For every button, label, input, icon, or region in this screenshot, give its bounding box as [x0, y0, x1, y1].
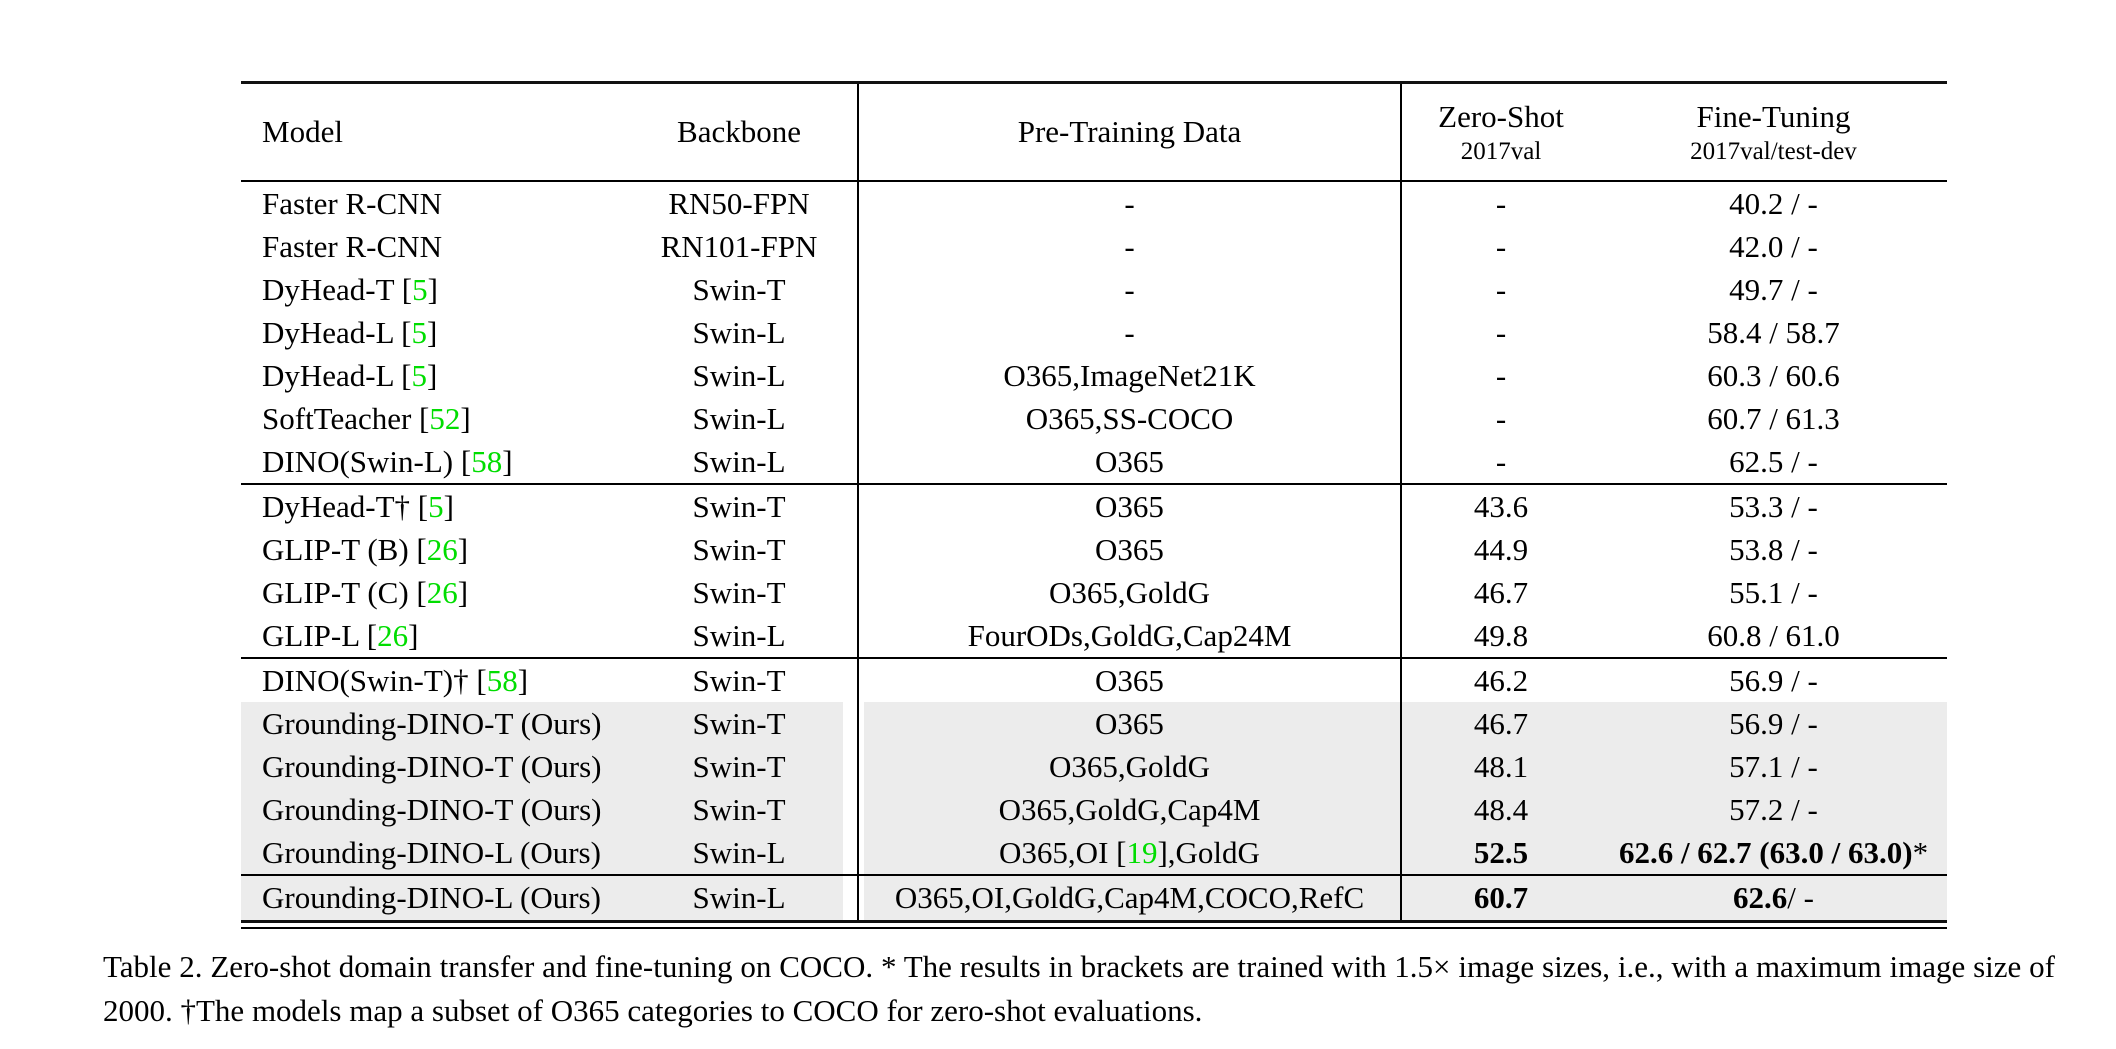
text-segment: ] [443, 488, 454, 524]
text-segment: - [1495, 443, 1507, 479]
text-segment: ] [457, 531, 469, 567]
text-segment: Faster R-CNN [262, 228, 442, 264]
text-segment: SoftTeacher [ [262, 400, 430, 436]
header-fine-tuning-label: Fine-Tuning [1696, 98, 1851, 134]
text-segment: 49.8 [1473, 617, 1529, 653]
model-cell [241, 397, 621, 440]
text-segment: GLIP-L [ [262, 617, 378, 653]
citation-ref[interactable]: 58 [471, 443, 503, 479]
model-cell [241, 440, 621, 483]
text-segment: 62.5 / - [1729, 443, 1818, 479]
text-segment: - [1495, 357, 1507, 393]
header-model [241, 84, 621, 180]
backbone-cell: Swin-T [621, 788, 857, 831]
text-segment: O365,GoldG [1048, 748, 1211, 784]
text-segment: O365 [1095, 443, 1164, 479]
text-segment: O365,OI [ [999, 834, 1127, 870]
backbone-cell: Swin-T [692, 574, 786, 610]
fine-tuning-value-cell [1600, 876, 1947, 920]
fine-tuning-value-cell [1600, 571, 1947, 614]
pretraining-data-cell [857, 528, 1400, 571]
backbone-cell: Swin-L [692, 314, 786, 350]
text-segment: ] [502, 443, 513, 479]
citation-ref[interactable]: 52 [429, 400, 461, 436]
zero-shot-value-cell [1400, 485, 1600, 528]
text-segment: 44.9 [1473, 531, 1529, 567]
zero-shot-value-cell [1400, 745, 1600, 788]
backbone-cell: Swin-T [621, 745, 857, 788]
zero-shot-value-cell [1400, 268, 1600, 311]
text-segment: DyHead-L [ [262, 314, 412, 350]
citation-ref[interactable]: 26 [426, 574, 458, 610]
zero-shot-value-cell [1400, 831, 1600, 874]
backbone-cell: Swin-T [692, 488, 786, 524]
model-cell [241, 268, 621, 311]
header-backbone-label: Backbone [677, 114, 801, 149]
text-segment: 49.7 / - [1729, 271, 1818, 307]
zero-shot-value-cell [1400, 528, 1600, 571]
text-segment: ] [460, 400, 471, 436]
text-segment: - [1124, 228, 1135, 264]
text-segment: DyHead-T [ [262, 271, 413, 307]
text-segment: DINO(Swin-L) [ [262, 443, 472, 479]
backbone-cell: Swin-L [692, 357, 786, 393]
pretraining-data-cell [857, 659, 1400, 702]
text-segment: / - [1787, 880, 1814, 915]
text-segment: 62.6 [1733, 880, 1788, 915]
fine-tuning-value-cell [1600, 311, 1947, 354]
model-cell [241, 225, 621, 268]
zero-shot-value-cell [1400, 702, 1600, 745]
table-row [241, 225, 1947, 268]
backbone-cell: Swin-T [692, 271, 786, 307]
text-segment: ] [517, 662, 529, 698]
pretraining-data-cell [857, 354, 1400, 397]
text-segment: ] [427, 271, 438, 307]
fine-tuning-value-cell [1600, 745, 1947, 788]
text-segment: O365,SS-COCO [1025, 400, 1234, 436]
table-row [241, 659, 1947, 702]
pretraining-data-cell [857, 614, 1400, 657]
table-row [241, 571, 1947, 614]
fine-tuning-value-cell [1600, 225, 1947, 268]
model-cell [241, 831, 621, 874]
text-segment: - [1124, 185, 1135, 221]
header-fine-tuning [1600, 84, 1947, 180]
text-segment: 56.9 / - [1729, 662, 1818, 698]
table-body [241, 182, 1947, 920]
model-cell [241, 876, 621, 920]
text-segment: 42.0 / - [1729, 228, 1818, 264]
model-cell [241, 788, 621, 831]
fine-tuning-value-cell [1600, 354, 1947, 397]
header-zero-shot [1400, 84, 1600, 180]
fine-tuning-value-cell [1600, 440, 1947, 483]
fine-tuning-value-cell [1600, 182, 1947, 225]
citation-ref[interactable]: 26 [377, 617, 409, 653]
text-segment: O365 [1095, 705, 1164, 741]
table-row [241, 702, 1947, 745]
text-segment: 40.2 / - [1729, 185, 1818, 221]
text-segment: 53.3 / - [1729, 488, 1818, 524]
citation-ref[interactable]: 5 [428, 488, 444, 524]
fine-tuning-value-cell [1600, 831, 1947, 874]
model-cell [241, 745, 621, 788]
text-segment: 60.7 [1473, 880, 1529, 915]
citation-ref[interactable]: 5 [412, 271, 428, 307]
table-row [241, 528, 1947, 571]
citation-ref[interactable]: 5 [411, 314, 427, 350]
pretraining-data-cell [857, 268, 1400, 311]
backbone-cell: Swin-T [621, 702, 857, 745]
text-segment: GLIP-T (C) [ [262, 574, 427, 610]
pretraining-data-cell [857, 745, 1400, 788]
zero-shot-value-cell [1400, 225, 1600, 268]
pretraining-data-cell [857, 571, 1400, 614]
text-segment: 48.4 [1473, 791, 1529, 827]
table-header-row [241, 84, 1947, 180]
backbone-cell: Swin-L [692, 617, 786, 653]
text-segment: O365,GoldG,Cap4M [998, 791, 1261, 827]
text-segment: 46.2 [1473, 662, 1529, 698]
text-segment: - [1124, 271, 1135, 307]
text-segment: 46.7 [1473, 574, 1529, 610]
citation-ref[interactable]: 19 [1126, 834, 1158, 870]
model-cell [241, 702, 621, 745]
fine-tuning-value-cell [1600, 614, 1947, 657]
text-segment: Grounding-DINO-T (Ours) [262, 748, 602, 784]
text-segment: ] [408, 617, 419, 653]
pretraining-data-cell [857, 485, 1400, 528]
text-segment: O365 [1095, 488, 1164, 524]
fine-tuning-value-cell [1600, 702, 1947, 745]
pretraining-data-cell [857, 788, 1400, 831]
model-cell [241, 528, 621, 571]
text-segment: 57.1 / - [1729, 748, 1818, 784]
fine-tuning-value-cell [1600, 397, 1947, 440]
text-segment: ] [426, 357, 438, 393]
text-segment: - [1495, 228, 1507, 264]
text-segment: - [1495, 185, 1507, 221]
text-segment: O365,GoldG [1048, 574, 1211, 610]
text-segment: ],GoldG [1157, 834, 1260, 870]
zero-shot-value-cell [1400, 876, 1600, 920]
table-row [241, 397, 1947, 440]
text-segment: GLIP-T (B) [ [262, 531, 427, 567]
text-segment: - [1124, 314, 1135, 350]
pretraining-data-cell [857, 225, 1400, 268]
pretraining-data-cell [857, 702, 1400, 745]
pretraining-data-cell [857, 831, 1400, 874]
text-segment: DINO(Swin-T)† [ [262, 662, 487, 698]
backbone-cell: RN50-FPN [668, 185, 810, 221]
text-segment: 60.7 / 61.3 [1707, 400, 1840, 436]
backbone-cell: Swin-L [692, 400, 786, 436]
model-cell [241, 182, 621, 225]
table-row [241, 876, 1947, 920]
backbone-cell: Swin-L [621, 876, 857, 920]
citation-ref[interactable]: 26 [426, 531, 458, 567]
table-row [241, 614, 1947, 657]
model-cell [241, 614, 621, 657]
text-segment: ] [426, 314, 438, 350]
text-segment: O365,ImageNet21K [1003, 357, 1256, 393]
text-segment: Grounding-DINO-L (Ours) [262, 880, 601, 915]
text-segment: O365 [1095, 531, 1164, 567]
pretraining-data-cell [857, 397, 1400, 440]
text-segment: 56.9 / - [1729, 705, 1818, 741]
text-segment: 62.6 / 62.7 (63.0 / 63.0) [1618, 834, 1913, 870]
zero-shot-value-cell [1400, 397, 1600, 440]
backbone-cell: RN101-FPN [660, 228, 818, 264]
zero-shot-value-cell [1400, 440, 1600, 483]
text-segment: 53.8 / - [1729, 531, 1818, 567]
fine-tuning-value-cell [1600, 528, 1947, 571]
zero-shot-value-cell [1400, 614, 1600, 657]
table-caption: Table 2. Zero-shot domain transfer and fine-tuning on COCO. * The results in brackets are trained with 1.5× image sizes, i.e., with a maximum image size of 2000. †The models map a subset of O365 categories to COCO for zero-shot evaluations. [103, 949, 2055, 1028]
model-cell [241, 659, 621, 702]
text-segment: DyHead-T† [ [262, 488, 429, 524]
text-segment: 58.4 / 58.7 [1707, 314, 1840, 350]
text-segment: FourODs,GoldG,Cap24M [967, 617, 1292, 653]
header-backbone [621, 84, 857, 180]
zero-shot-value-cell [1400, 311, 1600, 354]
text-segment: 43.6 [1473, 488, 1529, 524]
text-segment: DyHead-L [ [262, 357, 412, 393]
text-segment: 48.1 [1473, 748, 1529, 784]
model-cell [241, 354, 621, 397]
backbone-cell: Swin-T [692, 662, 786, 698]
table-bottom-rule-2 [241, 927, 1947, 929]
fine-tuning-value-cell [1600, 268, 1947, 311]
text-segment: - [1495, 271, 1507, 307]
pretraining-data-cell [857, 876, 1400, 920]
model-cell [241, 571, 621, 614]
header-zero-shot-subset: 2017val [1460, 137, 1542, 165]
model-cell [241, 311, 621, 354]
zero-shot-value-cell [1400, 182, 1600, 225]
header-model-label: Model [262, 114, 343, 149]
backbone-cell: Swin-L [621, 831, 857, 874]
table-row [241, 182, 1947, 225]
zero-shot-value-cell [1400, 659, 1600, 702]
text-segment: - [1495, 400, 1507, 436]
fine-tuning-value-cell [1600, 788, 1947, 831]
header-fine-tuning-subset: 2017val/test-dev [1690, 137, 1857, 165]
text-segment: O365 [1095, 662, 1164, 698]
text-segment: ] [457, 574, 469, 610]
table-row [241, 831, 1947, 874]
table-row [241, 745, 1947, 788]
backbone-cell: Swin-T [692, 531, 786, 567]
text-segment: 55.1 / - [1729, 574, 1818, 610]
table-row [241, 311, 1947, 354]
text-segment: * [1912, 834, 1929, 870]
pretraining-data-cell [857, 440, 1400, 483]
text-segment: Faster R-CNN [262, 185, 442, 221]
table-row [241, 440, 1947, 483]
header-zero-shot-label: Zero-Shot [1438, 98, 1564, 134]
backbone-cell: Swin-L [692, 443, 786, 479]
header-pretraining-label: Pre-Training Data [1017, 114, 1242, 149]
text-segment: 52.5 [1473, 834, 1529, 870]
text-segment: 46.7 [1473, 705, 1529, 741]
pretraining-data-cell [857, 311, 1400, 354]
zero-shot-value-cell [1400, 571, 1600, 614]
table-row [241, 354, 1947, 397]
pretraining-data-cell [857, 182, 1400, 225]
results-table [241, 81, 1947, 929]
table-row [241, 788, 1947, 831]
zero-shot-value-cell [1400, 354, 1600, 397]
zero-shot-value-cell [1400, 788, 1600, 831]
text-segment: O365,OI,GoldG,Cap4M,COCO,RefC [894, 880, 1365, 915]
fine-tuning-value-cell [1600, 485, 1947, 528]
text-segment: Grounding-DINO-T (Ours) [262, 705, 602, 741]
citation-ref[interactable]: 5 [411, 357, 427, 393]
text-segment: - [1495, 314, 1507, 350]
table-row [241, 485, 1947, 528]
fine-tuning-value-cell [1600, 659, 1947, 702]
text-segment: 60.3 / 60.6 [1707, 357, 1840, 393]
text-segment: Grounding-DINO-L (Ours) [262, 834, 601, 870]
text-segment: 60.8 / 61.0 [1707, 617, 1840, 653]
text-segment: 57.2 / - [1729, 791, 1818, 827]
model-cell [241, 485, 621, 528]
text-segment: Grounding-DINO-T (Ours) [262, 791, 602, 827]
table-row [241, 268, 1947, 311]
citation-ref[interactable]: 58 [486, 662, 518, 698]
header-pretraining-data [857, 84, 1400, 180]
